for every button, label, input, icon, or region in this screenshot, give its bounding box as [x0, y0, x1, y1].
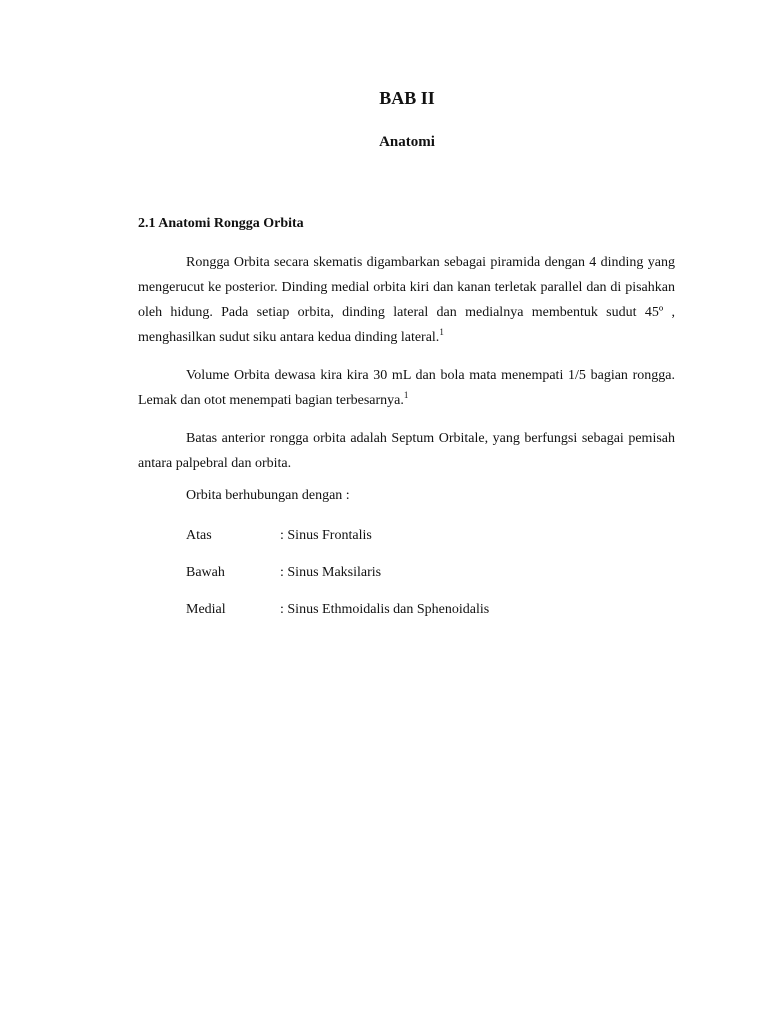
relation-row-medial	[186, 602, 489, 618]
chapter-title: BAB II	[379, 88, 435, 108]
footnote-reference: 1	[403, 390, 409, 400]
relation-row-bawah	[186, 565, 381, 581]
chapter-subtitle: Anatomi	[379, 134, 435, 150]
paragraph-text: Batas anterior rongga orbita adalah Septum Orbitale, yang berfungsi sebagai pemisah antara palpebral dan orbita.	[138, 431, 675, 471]
relation-value: : Sinus Ethmoidalis dan Sphenoidalis	[280, 602, 490, 617]
paragraph-orbit-shape	[138, 250, 675, 350]
paragraph-orbit-volume	[138, 363, 675, 413]
relation-value: : Sinus Frontalis	[280, 528, 372, 543]
section-heading: 2.1 Anatomi Rongga Orbita	[138, 216, 304, 231]
relation-row-atas	[186, 528, 372, 544]
paragraph-text: Rongga Orbita secara skematis digambarkan sebagai piramida dengan 4 dinding yang mengerucut ke posterior. Dinding medial orbita kiri dan kanan terletak parallel dan di pisahkan oleh hidung. Pada setiap orbita, dinding lateral dan medialnya membentuk sudut 45º , menghasilkan sudut siku antara kedua dinding lateral.	[138, 255, 675, 345]
relation-label: Bawah	[186, 565, 225, 580]
paragraph-text: Volume Orbita dewasa kira kira 30 mL dan bola mata menempati 1/5 bagian rongga. Lemak dan otot menempati bagian terbesarnya.	[138, 368, 675, 408]
paragraph-anterior-border	[138, 426, 675, 476]
relation-label: Medial	[186, 602, 226, 617]
relations-intro: Orbita berhubungan dengan :	[186, 488, 350, 503]
relation-label: Atas	[186, 528, 212, 543]
relation-value: : Sinus Maksilaris	[280, 565, 382, 580]
footnote-reference: 1	[439, 327, 444, 337]
